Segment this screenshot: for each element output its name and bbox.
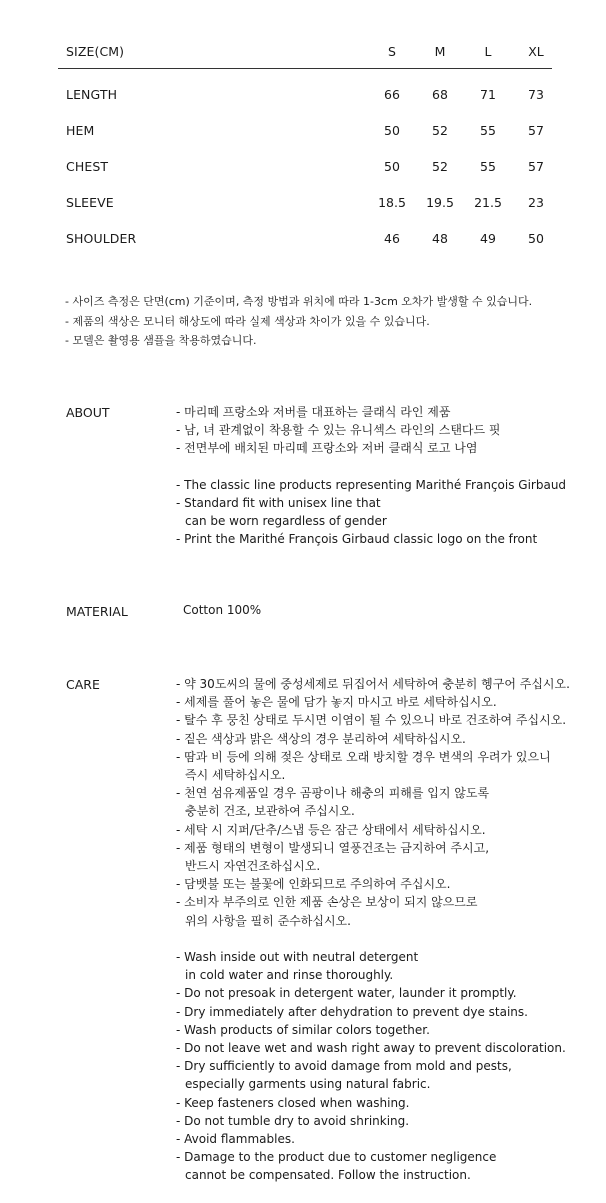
row-value: 50 <box>384 123 400 138</box>
care-line: - Keep fasteners closed when washing. <box>176 1095 410 1110</box>
note-line: - 사이즈 측정은 단면(cm) 기준이며, 측정 방법과 위치에 따라 1-3cm 오차가 발생할 수 있습니다. <box>65 295 533 308</box>
care-line: - 소비자 부주의로 인한 제품 손상은 보상이 되지 않으므로 <box>176 895 478 910</box>
material-value: Cotton 100% <box>183 603 262 617</box>
care-line: - 천연 섬유제품일 경우 곰팡이나 해충의 피해를 입지 않도록 <box>176 786 490 801</box>
care-body <box>176 675 596 1185</box>
size-header-l: L <box>484 44 492 59</box>
note-line: - 모델은 촬영용 샘플을 착용하였습니다. <box>65 334 257 347</box>
care-line: - Dry sufficiently to avoid damage from mold and pests, <box>176 1059 512 1074</box>
care-line: in cold water and rinse thoroughly. <box>185 968 394 983</box>
size-notes <box>65 292 585 351</box>
row-value: 52 <box>432 123 448 138</box>
row-label: HEM <box>66 123 95 138</box>
care-line: 반드시 자연건조하십시오. <box>185 859 321 874</box>
about-line: - Print the Marithé François Girbaud classic logo on the front <box>176 532 538 547</box>
row-value: 50 <box>384 159 400 174</box>
size-table-header <box>58 40 552 69</box>
care-line: 충분히 건조, 보관하여 주십시오. <box>185 804 355 819</box>
row-value: 66 <box>384 87 400 102</box>
size-header-m: M <box>434 44 446 59</box>
care-line: - 제품 형태의 변형이 발생되니 열풍건조는 금지하여 주시고, <box>176 840 490 855</box>
size-row-length <box>58 83 552 119</box>
row-value: 68 <box>432 87 448 102</box>
care-line: - 땀과 비 등에 의해 젖은 상태로 오래 방치할 경우 변색의 우려가 있으니 <box>176 749 551 764</box>
row-value: 57 <box>528 159 544 174</box>
row-value: 46 <box>384 231 400 246</box>
care-line: - Do not presoak in detergent water, launder it promptly. <box>176 986 517 1001</box>
size-row-hem <box>58 119 552 155</box>
note-line: - 제품의 색상은 모니터 해상도에 따라 실제 색상과 차이가 있을 수 있습니다. <box>65 314 430 328</box>
size-header-label: SIZE(CM) <box>66 44 125 59</box>
row-value: 19.5 <box>426 195 454 210</box>
care-line: especially garments using natural fabric. <box>185 1077 431 1092</box>
care-line: - 세탁 시 지퍼/단추/스냅 등은 잠근 상태에서 세탁하십시오. <box>176 822 486 837</box>
care-line: - Do not tumble dry to avoid shrinking. <box>176 1113 410 1128</box>
row-value: 18.5 <box>378 195 406 210</box>
about-line: - Standard fit with unisex line that <box>176 496 381 510</box>
row-label: SHOULDER <box>66 231 137 246</box>
size-header-s: S <box>388 44 396 59</box>
row-label: SLEEVE <box>66 195 114 210</box>
row-value: 71 <box>480 87 496 102</box>
row-value: 57 <box>528 123 544 138</box>
about-body <box>176 403 596 549</box>
row-value: 73 <box>528 87 544 102</box>
row-value: 49 <box>480 231 496 246</box>
care-line: - Damage to the product due to customer negligence <box>176 1150 497 1165</box>
care-line: cannot be compensated. Follow the instruction. <box>185 1168 471 1183</box>
about-line: - 마리떼 프랑소와 저버를 대표하는 클래식 라인 제품 <box>176 405 451 419</box>
row-value: 52 <box>432 159 448 174</box>
about-line: can be worn regardless of gender <box>185 514 387 529</box>
care-line: - 약 30도씨의 물에 중성세제로 뒤집어서 세탁하여 충분히 헹구어 주십시오. <box>176 677 570 691</box>
about-spacer <box>176 458 596 476</box>
care-line: - Dry immediately after dehydration to prevent dye stains. <box>176 1004 528 1019</box>
row-value: 55 <box>480 123 496 138</box>
row-value: 48 <box>432 231 448 246</box>
row-value: 50 <box>528 231 544 246</box>
care-line: - 짙은 색상과 밝은 색상의 경우 분리하여 세탁하십시오. <box>176 731 466 746</box>
care-line: - 세제를 풀어 놓은 물에 담가 놓지 마시고 바로 세탁하십시오. <box>176 695 497 710</box>
care-line: - 담뱃불 또는 불꽃에 인화되므로 주의하여 주십시오. <box>176 877 451 892</box>
row-label: CHEST <box>66 159 109 174</box>
about-line: - 남, 녀 관계없이 착용할 수 있는 유니섹스 라인의 스탠다드 핏 <box>176 423 501 438</box>
row-value: 23 <box>528 195 544 210</box>
size-row-sleeve <box>58 191 552 227</box>
row-value: 55 <box>480 159 496 174</box>
size-table <box>58 40 552 263</box>
material-label: MATERIAL <box>66 604 128 619</box>
about-line: - The classic line products representing Marithé François Girbaud <box>176 477 567 492</box>
care-line: - Wash inside out with neutral detergent <box>176 950 419 965</box>
size-header-xl: XL <box>528 44 544 59</box>
care-line: - Avoid flammables. <box>176 1132 295 1147</box>
about-line: - 전면부에 배치된 마리떼 프랑소와 저버 클래식 로고 나염 <box>176 441 478 456</box>
care-line: - Wash products of similar colors together. <box>176 1022 430 1037</box>
care-line: - Do not leave wet and wash right away to prevent discoloration. <box>176 1041 566 1056</box>
care-label: CARE <box>66 677 100 692</box>
care-line: 즉시 세탁하십시오. <box>185 768 286 783</box>
size-row-chest <box>58 155 552 191</box>
care-spacer <box>176 930 596 948</box>
about-label: ABOUT <box>66 405 110 420</box>
size-row-shoulder <box>58 227 552 263</box>
row-value: 21.5 <box>474 195 502 210</box>
row-label: LENGTH <box>66 87 118 102</box>
care-line: 위의 사항을 필히 준수하십시오. <box>185 913 351 928</box>
care-line: - 탈수 후 뭉친 상태로 두시면 이염이 될 수 있으니 바로 건조하여 주십시오. <box>176 713 567 728</box>
